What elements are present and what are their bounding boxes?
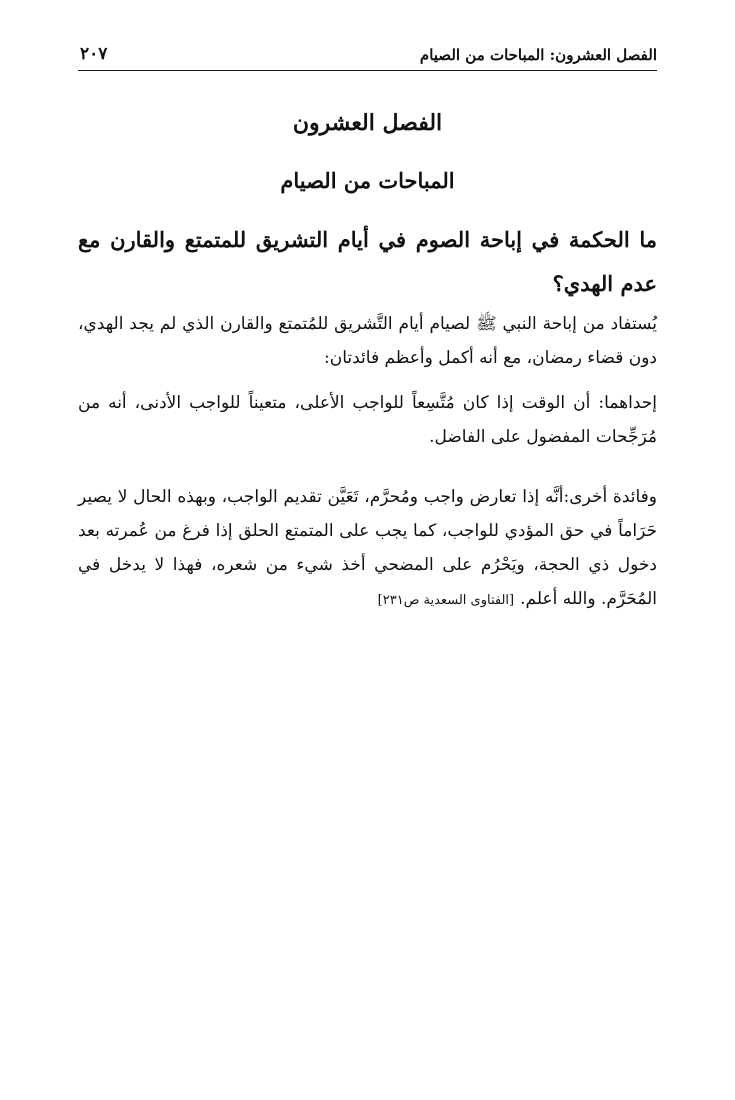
chapter-title: الفصل العشرون [292, 110, 443, 136]
paragraph-second-benefit [78, 480, 657, 618]
running-title: الفصل العشرون: المباحات من الصيام [419, 46, 657, 64]
source-citation: [الفتاوى السعدية ص٢٣١] [377, 593, 515, 608]
question-heading: ما الحكمة في إباحة الصوم في أيام التشريق للمتمتع والقارن مع عدم الهدي؟ [78, 227, 657, 296]
paragraph-second-benefit-text: وفائدة أخرى:أنَّه إذا تعارض واجب ومُحرَّم، تَعَيَّن تقديم الواجب، وبهذه الحال لا يصير حَرَاماً في حق المؤدي للواجب، كما يجب على المتمتع الحلق إذا فرغ من عُمرته بعد دخول ذي الحجة، ويَحْرُم على المضحي أخذ شيء من شعره، فهذا لا يدخل في المُحَرَّم. والله أعلم. [78, 487, 657, 609]
paragraph-first-benefit: إحداهما: أن الوقت إذا كان مُتَّسِعاً للواجب الأعلى، متعيناً للواجب الأدنى، أنه من مُرَجِّحات المفضول على الفاضل. [78, 393, 657, 447]
chapter-subtitle: المباحات من الصيام [280, 168, 455, 193]
page-number: ٢٠٧ [80, 44, 108, 64]
paragraph-intro: يُستفاد من إباحة النبي ﷺ لصيام أيام التَّشريق للمُتمتع والقارن الذي لم يجد الهدي، دون قضاء رمضان، مع أنه أكمل وأعظم فائدتان: [78, 314, 657, 368]
running-header [78, 40, 657, 71]
